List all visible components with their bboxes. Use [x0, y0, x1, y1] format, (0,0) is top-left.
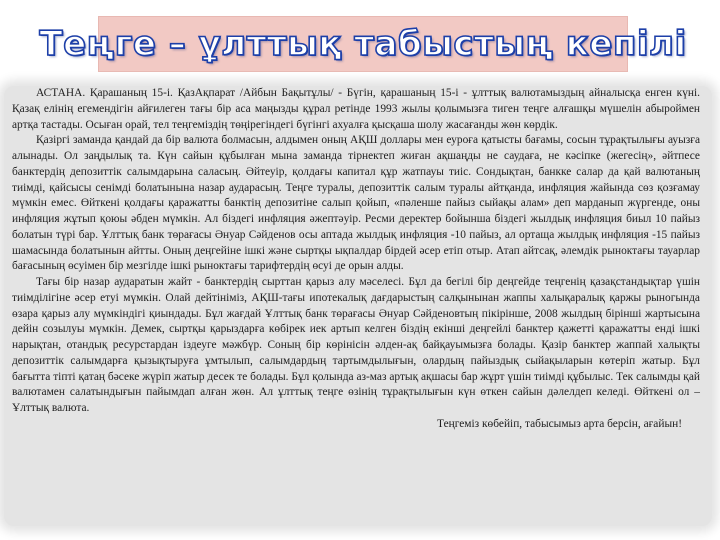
article-signature: Теңгеміз көбейіп, табысымыз арта берсін, ағайын!	[437, 417, 682, 430]
page-title: Теңге – ұлттық табыстың кепілі	[39, 24, 687, 64]
title-banner	[39, 16, 687, 72]
article-paragraph: Қазіргі заманда қандай да бір валюта болмасын, алдымен оның АҚШ доллары мен еуроға қатысты бағамы, сосын тұрақтылығы ауызға алынады. Ол заңдылық та. Күн сайын құбылған мына заманда тірнектеп жиған ақшаңды не саудаға, не кәсіпке (жегесің», әйтпесе банктердің депозиттік салымдарына саласың. Әйтеуір, қолдағы капитал құр жатпауы тиіс. Сондықтан, банкке салар да қай валютаның тиімді, қайсысы сенімді болатынына назар аударасың. Теңге туралы, депозиттік салым туралы айтқанда, инфляция жайында сөз қозғамау мүмкін емес. Өйткені қолдағы қаражатты банктің депозитіне салып қойып, «пәленше пайыз сыйақы алам» деп марданып жүргенде, оны инфляция жұтып қоюы әбден мүмкін. Ал біздегі инфляция әжептәуір. Ресми деректер бойынша біздегі жылдық инфляция биыл 10 пайыз болатын түрі бар. Ұлттық банк төрағасы Әнуар Сәйденов осы аптада жылдық инфляция -10 пайыз, ал ортаща жылдық инфляция -15 пайыз шамасында болатынын айтты. Оның деңгейіне ішкі және сыртқы ықпалдар бірдей әсер етіп отыр. Атап айтсақ, әлемдік рыноктағы тауарлар бағасының өсуімен бір мезгілде ішкі рыноктағы тарифтердің өсуі де орын алды.	[12, 134, 700, 273]
article-paragraph: Тағы бір назар аударатын жайт - банктердің сырттан қарыз алу мәселесі. Бұл да бегілі бір деңгейде теңгенің қазақстандықтар үшін тиімділігіне әсер етуі мүмкін. Олай дейтініміз, АҚШ-тағы ипотекалық дағдарыстың салқынынан жаппы халықаралық қаржы рыногында өзара қарыз алу мүмкіндігі қиындады. Бұл жағдай Ұлттық банк төрағасы Әнуар Сәйденовтың пікірінше, 2008 жылдың бірінші жартысына дейін созылуы мүмкін. Демек, сыртқы қарыздарға көбірек иек артып келген біздің екінші деңгейлі банктер қажетті қаражатты енді ішкі нарықтан, отандық ресурстардан іздеуге мәжбүр. Соның бір көрінісін әлден-ақ байқауымызға болады. Қазір банктер жаппай халықты депозиттік салымдарға қызықтыруға ұмтылып, салымдардың тартымдылығын, олардың пайыздық сыйақыларын көтеріп жатыр. Бұл бағытта тіпті қатаң бәсеке жүріп жатыр десек те болады. Бұл қолында аз-маз артық ақшасы бар жұрт үшін тиімді құбылыс. Тек салымды қай валютамен салатындығын пайымдап алған жөн. Ал ұлттық теңге өзінің тұрақтылығын күн өткен сайын дәлелдеп келеді. Өйткені ол – Ұлттық валюта.	[12, 276, 700, 414]
article-paragraph: АСТАНА. Қарашаның 15-і. ҚазАқпарат /Айбын Бақытұлы/ - Бүгін, қарашаның 15-і - ұлттық валютамыздың айналысқа енген күні. Қазақ елінің егемендігін айғилеген тағы бір аса маңызды құрал ретінде 1993 жылы қолымызға тиген теңге алғашқы мүшелін абыроймен артқа тастады. Осыған орай, тел теңгеміздің төңірегіндегі бүгінгі ахуалға қысқаша шолу жасағанды жөн көрдік.	[12, 87, 700, 131]
article-body	[4, 86, 712, 526]
